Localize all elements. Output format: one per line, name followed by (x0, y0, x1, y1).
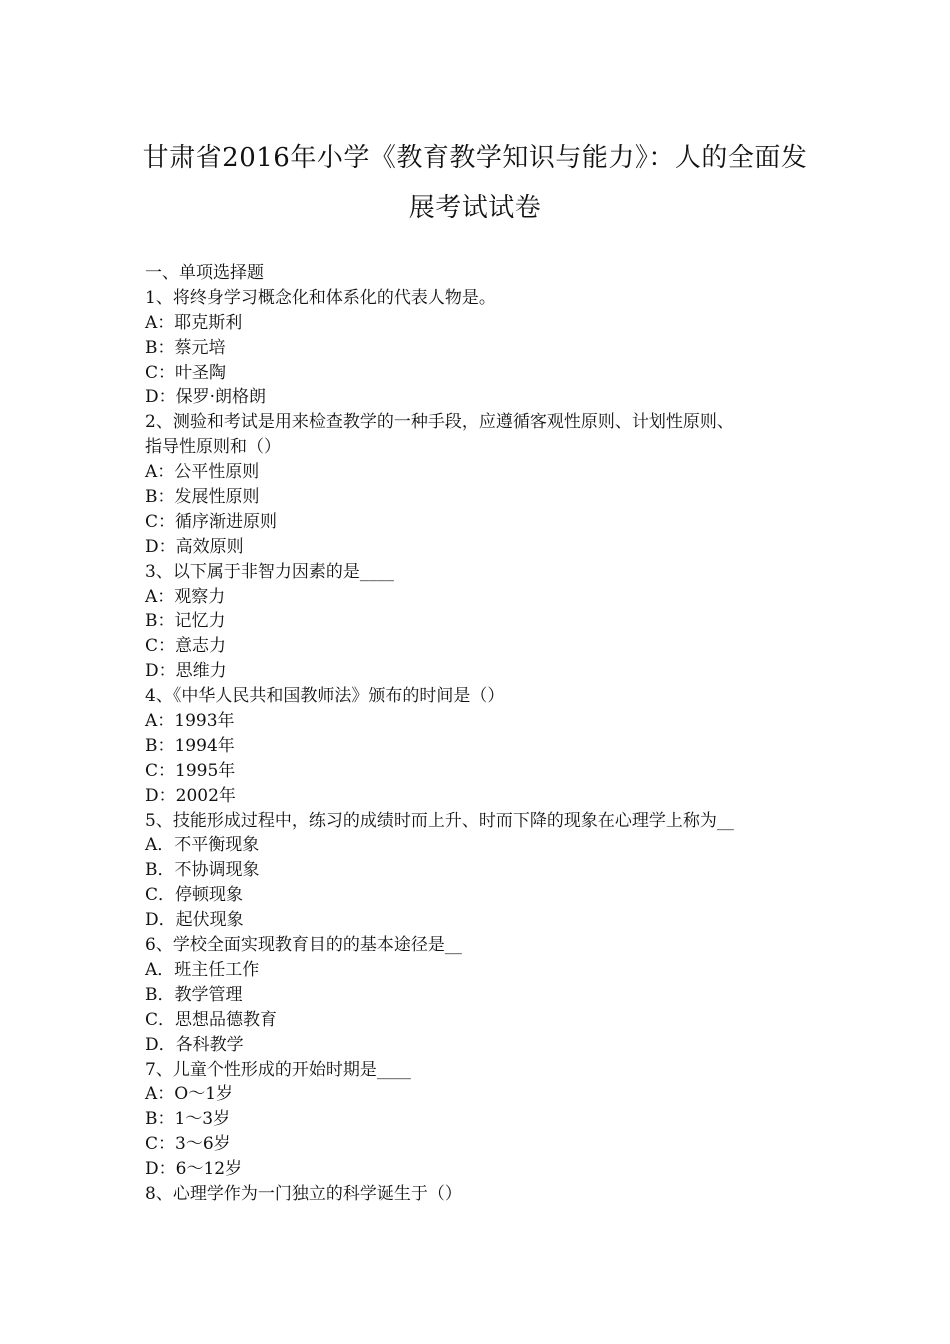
question-7-option-a: A：O～1岁 (145, 1084, 234, 1105)
document-title-line-2: 展考试试卷 (408, 193, 542, 223)
question-2-option-a: A：公平性原则 (145, 462, 260, 483)
question-7-option-d: D：6～12岁 (145, 1159, 243, 1180)
document-title-line-1: 甘肃省2016年小学《教育教学知识与能力》：人的全面发 (142, 143, 808, 173)
question-1-option-a: A：耶克斯利 (145, 312, 243, 333)
question-6-option-c: C．思想品德教育 (145, 1009, 278, 1030)
question-3-option-b: B：记忆力 (145, 611, 226, 632)
question-1-option-d: D：保罗·朗格朗 (145, 387, 267, 408)
question-1-option-c: C：叶圣陶 (145, 362, 227, 383)
question-4-option-d: D：2002年 (145, 785, 236, 806)
question-1-stem: 1、将终身学习概念化和体系化的代表人物是。 (145, 287, 496, 308)
question-3-option-c: C：意志力 (145, 636, 227, 657)
question-2-option-d: D：高效原则 (145, 536, 244, 557)
question-6-option-b: B．教学管理 (145, 984, 243, 1005)
question-3-option-a: A：观察力 (145, 586, 226, 607)
question-4-option-a: A：1993年 (145, 711, 235, 732)
question-6-stem: 6、学校全面实现教育目的的基本途径是__ (145, 935, 462, 956)
question-4-stem: 4、《中华人民共和国教师法》颁布的时间是（） (145, 686, 505, 707)
question-2-stem: 2、测验和考试是用来检查教学的一种手段，应遵循客观性原则、计划性原则、 (145, 412, 734, 433)
section-heading: 一、单项选择题 (145, 263, 264, 283)
question-7-option-b: B：1～3岁 (145, 1109, 231, 1130)
question-4-option-c: C：1995年 (145, 760, 236, 781)
question-2-stem-continued: 指导性原则和（） (145, 437, 281, 458)
question-6-option-a: A．班主任工作 (145, 959, 260, 980)
question-list (145, 261, 825, 1207)
question-7-stem: 7、儿童个性形成的开始时期是____ (145, 1059, 411, 1080)
question-5-option-d: D．起伏现象 (145, 910, 244, 931)
question-5-option-b: B．不协调现象 (145, 860, 260, 881)
question-5-option-a: A．不平衡现象 (145, 835, 260, 856)
question-4-option-b: B：1994年 (145, 735, 235, 756)
question-3-option-d: D：思维力 (145, 661, 227, 682)
question-8-stem: 8、心理学作为一门独立的科学诞生于（） (145, 1183, 462, 1204)
question-6-option-d: D．各科教学 (145, 1034, 244, 1055)
question-2-option-b: B：发展性原则 (145, 487, 260, 508)
question-5-option-c: C．停顿现象 (145, 885, 244, 906)
question-7-option-c: C：3～6岁 (145, 1134, 231, 1155)
question-2-option-c: C：循序渐进原则 (145, 511, 278, 532)
question-1-option-b: B：蔡元培 (145, 337, 226, 358)
question-5-stem: 5、技能形成过程中，练习的成绩时而上升、时而下降的现象在心理学上称为__ (145, 810, 734, 831)
question-3-stem: 3、以下属于非智力因素的是____ (145, 561, 394, 582)
